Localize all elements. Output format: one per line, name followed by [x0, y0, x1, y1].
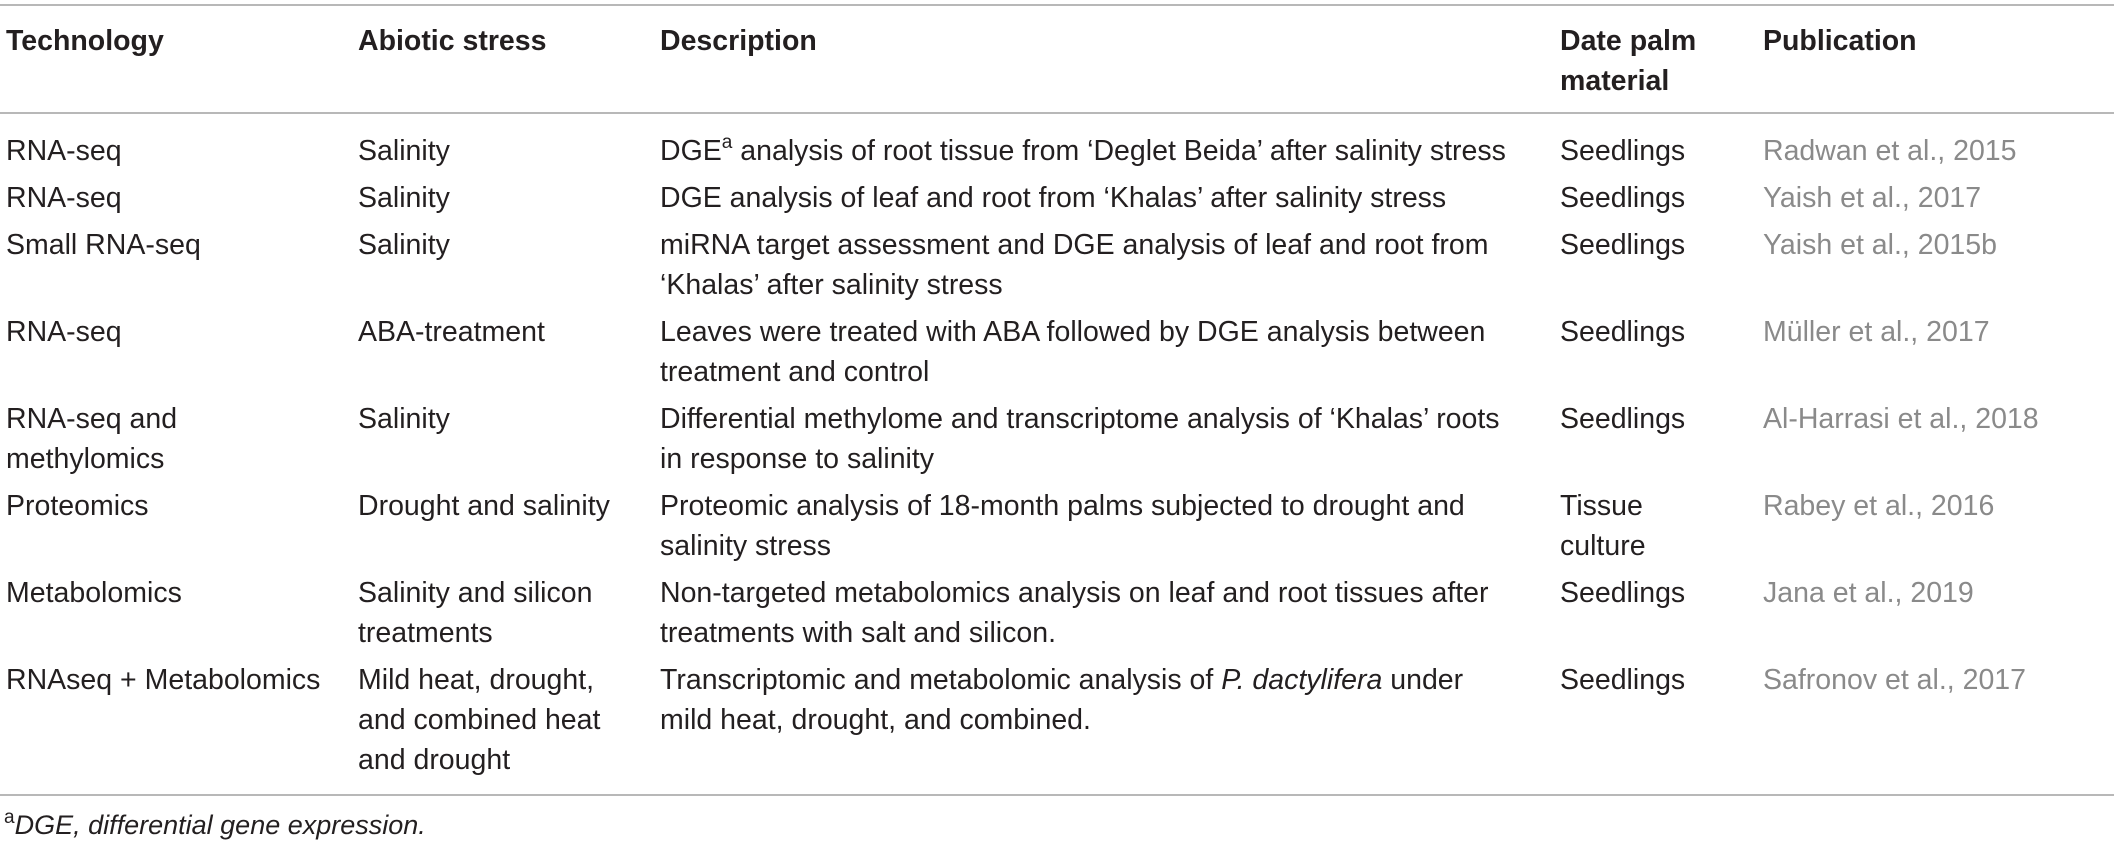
cell-stress: Drought and salinity	[358, 490, 610, 522]
cell-stress: Mild heat, drought,	[358, 664, 595, 696]
cell-technology: methylomics	[6, 443, 165, 475]
header-material-line1: Date palm	[1560, 25, 1697, 57]
cell-material: Seedlings	[1560, 135, 1686, 167]
cell-description: Differential methylome and transcriptome analysis of ‘Khalas’ roots	[660, 403, 1500, 435]
cell-stress: Salinity	[358, 182, 450, 214]
cell-description: Leaves were treated with ABA followed by DGE analysis between	[660, 316, 1486, 348]
cell-technology: RNA-seq	[6, 182, 122, 214]
publication-link[interactable]: Yaish et al., 2017	[1763, 182, 1982, 214]
cell-technology: Small RNA-seq	[6, 229, 201, 261]
cell-technology: RNAseq + Metabolomics	[6, 664, 321, 696]
species-name: P. dactylifera	[1221, 664, 1383, 696]
cell-material: Seedlings	[1560, 577, 1686, 609]
cell-material: Seedlings	[1560, 316, 1686, 348]
description-text: DGE	[660, 135, 722, 167]
cell-stress: Salinity	[358, 229, 450, 261]
publication-link[interactable]: Yaish et al., 2015b	[1763, 229, 1997, 261]
table-footnote	[4, 805, 426, 845]
footnote-marker: a	[721, 132, 733, 153]
publication-link[interactable]: Jana et al., 2019	[1763, 577, 1974, 609]
cell-description: ‘Khalas’ after salinity stress	[660, 269, 1003, 301]
cell-description: DGE analysis of leaf and root from ‘Khalas’ after salinity stress	[660, 182, 1447, 214]
cell-description: treatment and control	[660, 356, 930, 388]
publication-link[interactable]: Al-Harrasi et al., 2018	[1763, 403, 2039, 435]
table-top-rule	[0, 4, 2114, 6]
cell-stress: Salinity	[358, 135, 450, 167]
cell-stress: and combined heat	[358, 704, 601, 736]
description-text: under	[1382, 664, 1464, 696]
cell-material: Seedlings	[1560, 182, 1686, 214]
description-text: analysis of root tissue from ‘Deglet Beida’ after salinity stress	[732, 135, 1506, 167]
cell-stress: ABA-treatment	[358, 316, 545, 348]
cell-technology: Proteomics	[6, 490, 149, 522]
footnote-marker: a	[4, 807, 15, 828]
cell-stress: Salinity	[358, 403, 450, 435]
cell-material: Seedlings	[1560, 229, 1686, 261]
cell-material: culture	[1560, 530, 1646, 562]
cell-description: salinity stress	[660, 530, 832, 562]
cell-description: miRNA target assessment and DGE analysis of leaf and root from	[660, 229, 1489, 261]
footnote-text: DGE, differential gene expression.	[14, 810, 426, 840]
cell-material: Seedlings	[1560, 664, 1686, 696]
cell-description	[660, 660, 1463, 700]
cell-material: Seedlings	[1560, 403, 1686, 435]
cell-technology: RNA-seq and	[6, 403, 178, 435]
cell-description: treatments with salt and silicon.	[660, 617, 1057, 649]
header-description: Description	[660, 25, 817, 57]
header-abiotic-stress: Abiotic stress	[358, 25, 547, 57]
cell-description: Non-targeted metabolomics analysis on leaf and root tissues after	[660, 577, 1489, 609]
description-text: Transcriptomic and metabolomic analysis of	[660, 664, 1222, 696]
cell-stress: treatments	[358, 617, 493, 649]
cell-technology: RNA-seq	[6, 316, 122, 348]
publication-link[interactable]: Radwan et al., 2015	[1763, 135, 2017, 167]
header-publication: Publication	[1763, 25, 1917, 57]
cell-description: in response to salinity	[660, 443, 935, 475]
header-technology: Technology	[6, 25, 164, 57]
cell-material: Tissue	[1560, 490, 1643, 522]
publication-link[interactable]: Müller et al., 2017	[1763, 316, 1990, 348]
cell-description	[660, 131, 1506, 171]
table-header-rule	[0, 112, 2114, 114]
cell-technology: Metabolomics	[6, 577, 182, 609]
publication-link[interactable]: Rabey et al., 2016	[1763, 490, 1995, 522]
table-bottom-rule	[0, 794, 2114, 796]
cell-stress: and drought	[358, 744, 511, 776]
cell-stress: Salinity and silicon	[358, 577, 593, 609]
cell-description: mild heat, drought, and combined.	[660, 704, 1091, 736]
header-material-line2: material	[1560, 65, 1670, 97]
publication-link[interactable]: Safronov et al., 2017	[1763, 664, 2027, 696]
cell-description: Proteomic analysis of 18-month palms subjected to drought and	[660, 490, 1465, 522]
cell-technology: RNA-seq	[6, 135, 122, 167]
